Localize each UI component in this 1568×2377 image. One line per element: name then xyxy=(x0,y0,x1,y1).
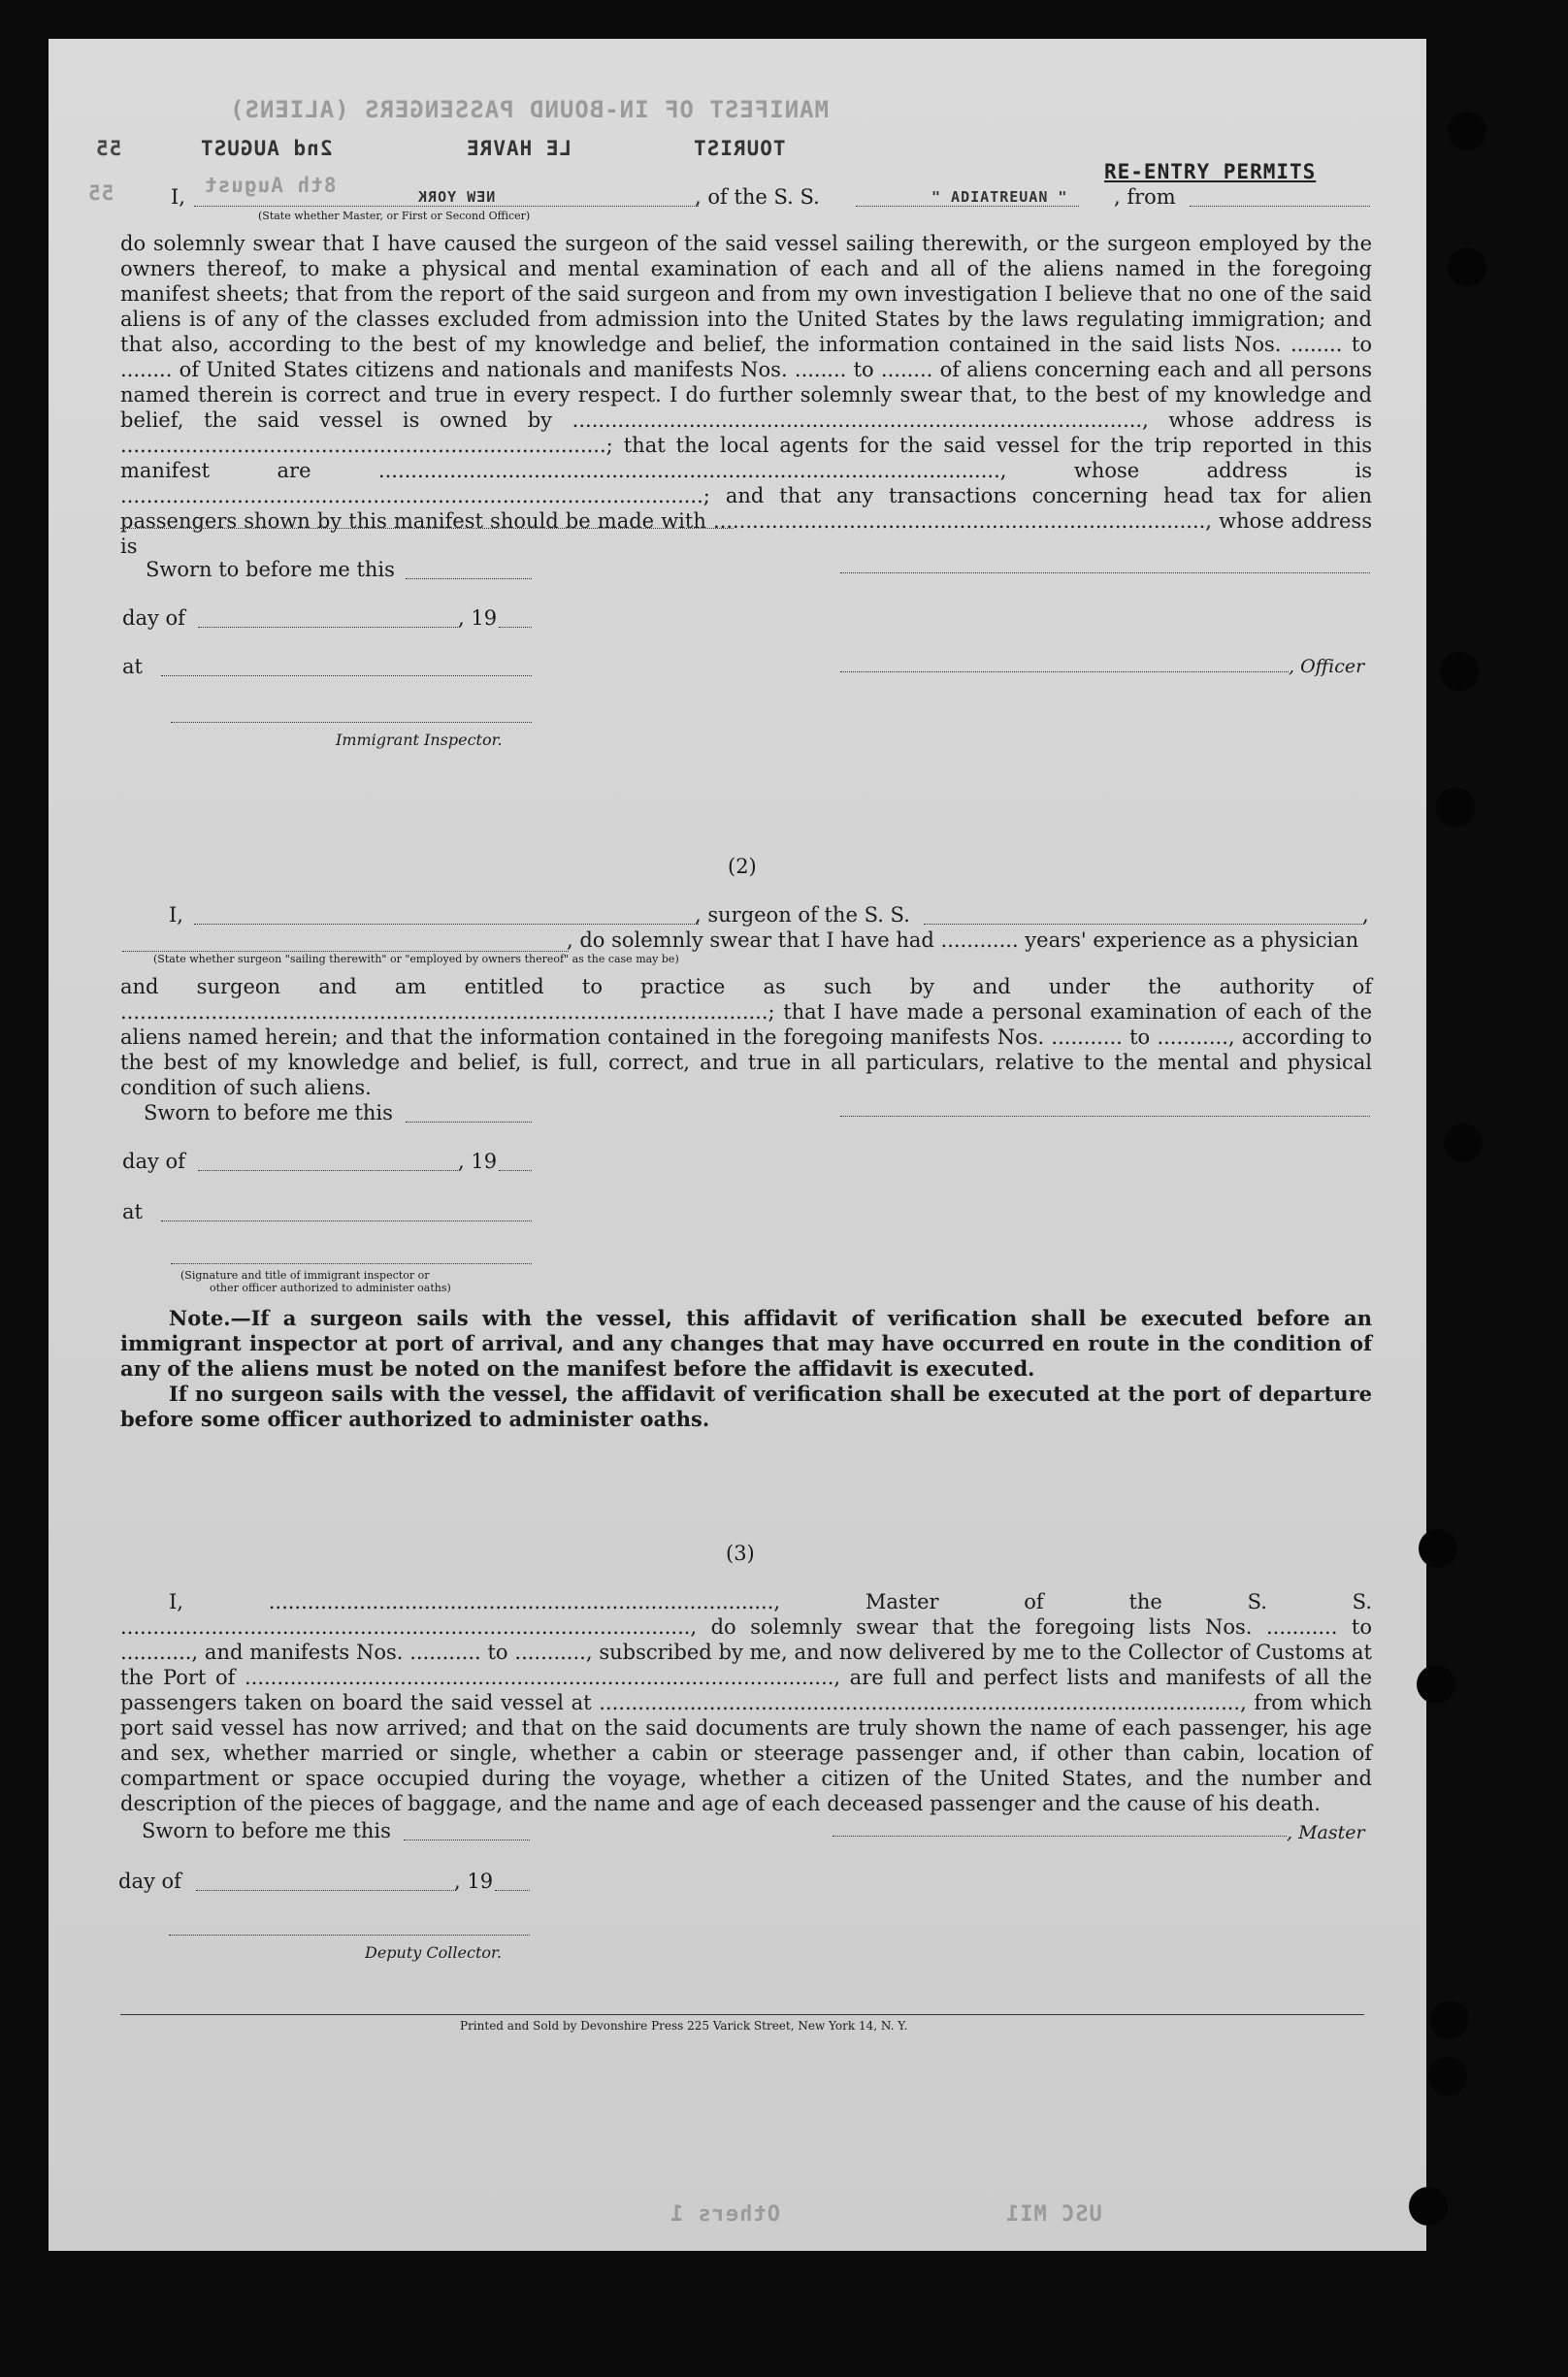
bleed-date-2: 8th August xyxy=(204,174,337,197)
s3-heading: (3) xyxy=(726,1542,755,1565)
s2-at: at xyxy=(122,1200,143,1223)
s2-capacity-line xyxy=(122,951,569,952)
binder-hole-6 xyxy=(1419,1529,1457,1568)
footer-printer: Printed and Sold by Devonshire Press 225 Varick Street, New York 14, N. Y. xyxy=(460,2019,908,2033)
s3-master: , Master xyxy=(1287,1822,1365,1843)
s1-caption: (State whether Master, or First or Second Officer) xyxy=(258,210,531,222)
bleed-year: 55 xyxy=(95,137,122,160)
s2-note-2: If no surgeon sails with the vessel, the affidavit of verification shall be executed at the port of departure before some officer authorized to administer oaths. xyxy=(120,1382,1372,1431)
s2-day-line xyxy=(198,1170,460,1171)
s2-nineteen: , 19 xyxy=(458,1150,498,1173)
footer-bleed-others: Others 1 xyxy=(670,2202,780,2227)
s1-at-line xyxy=(161,675,532,676)
s2-comma: , xyxy=(1362,903,1369,927)
s1-ship-value: " ADIATREUAN " xyxy=(931,188,1068,206)
s3-nineteen: , 19 xyxy=(454,1870,494,1893)
s2-sworn-line xyxy=(406,1122,532,1123)
s3-year-line xyxy=(495,1890,530,1891)
s2-name-line xyxy=(194,924,699,925)
bleed-year-2: 55 xyxy=(87,181,114,205)
s2-note-text: —If a surgeon sails with the vessel, this affidavit of verification shall be executed before an immigrant inspector at port of arrival, and any changes that may have occurred en route in the condition of any of the aliens must be noted on the manifest before the affidavit is executed. xyxy=(120,1306,1372,1381)
s2-i: I, xyxy=(169,903,183,927)
binder-hole-5 xyxy=(1444,1123,1483,1162)
s1-inspector: Immigrant Inspector. xyxy=(336,731,503,749)
s2-heading: (2) xyxy=(728,855,757,878)
s1-address-line xyxy=(120,528,734,529)
binder-hole-1 xyxy=(1448,112,1486,150)
s2-ship-line xyxy=(924,924,1364,925)
footer-bleed-code: USC MI1 xyxy=(1005,2202,1102,2227)
s2-signature-line xyxy=(840,1116,1370,1117)
s3-master-line xyxy=(833,1836,1287,1837)
s2-note-label: Note. xyxy=(169,1306,231,1330)
s2-year-line xyxy=(499,1170,532,1171)
s2-sworn: Sworn to before me this xyxy=(144,1101,393,1124)
s1-i: I, xyxy=(171,185,185,209)
s1-name-value: NEW YORK xyxy=(417,188,496,206)
bleed-title: MANIFEST OF IN-BOUND PASSENGERS (ALIENS) xyxy=(229,96,829,123)
s1-from: , from xyxy=(1114,185,1176,209)
bleed-list: TOURIST xyxy=(693,137,786,160)
s2-sig-line xyxy=(171,1263,532,1264)
s1-day-line xyxy=(198,627,460,628)
binder-hole-8 xyxy=(1430,2001,1469,2039)
s2-day-of: day of xyxy=(122,1150,185,1173)
binder-hole-7 xyxy=(1417,1665,1455,1704)
binder-hole-9 xyxy=(1428,2057,1467,2096)
s1-inspector-line xyxy=(171,722,532,723)
binder-hole-10 xyxy=(1409,2187,1448,2226)
s3-day-of: day of xyxy=(118,1870,181,1893)
s2-surgeon-of: , surgeon of the S. S. xyxy=(695,903,910,927)
s1-body: do solemnly swear that I have caused the surgeon of the said vessel sailing therewith, or the surgeon employed by the owners thereof, to make a physical and mental examination of each and all of the aliens named in the foregoing manifest sheets; that from the report of the said surgeon and from my own investigation I believe that no one of the said aliens is of any of the classes excluded from admission into the United States by the laws regulating immigration; and that also, according to the best of my knowledge and belief, the information contained in the said lists Nos. ........ to ........ of United States citizens and nationals and manifests Nos. ........ to ........ of aliens concerning each and all persons named therein is correct and true in every respect. I do further solemnly swear that, to the best of my knowledge and belief, the said vessel is owned by ........................................................................................, whose address is ...........................................................................; that the local agents for the said vessel for the trip reported in this manifest are ................................................................................................, whose address is ..........................................................................................; and that any transactions concerning head tax for alien passengers shown by this manifest should be made with ............................................................................, whose address is xyxy=(120,232,1372,558)
s1-officer-line xyxy=(840,671,1289,672)
s2-do-solemnly: , do solemnly swear that I have had ............ years' experience as a physician xyxy=(567,928,1359,952)
bleed-port: LE HAVRE xyxy=(466,137,572,160)
binder-hole-2 xyxy=(1448,247,1486,286)
s2-caption: (State whether surgeon "sailing therewith" or "employed by owners thereof" as the case may be) xyxy=(153,953,679,965)
s3-deputy: Deputy Collector. xyxy=(365,1943,502,1962)
s2-note xyxy=(120,1306,1372,1382)
s1-signature-line xyxy=(840,572,1370,573)
s1-year-line xyxy=(499,627,532,628)
reentry-stamp: RE-ENTRY PERMITS xyxy=(1104,160,1317,183)
s1-sworn-line xyxy=(406,578,532,579)
s1-from-line xyxy=(1190,206,1370,207)
binder-hole-4 xyxy=(1436,788,1475,827)
s3-day-line xyxy=(196,1890,456,1891)
s3-deputy-line xyxy=(169,1935,530,1936)
s1-nineteen: , 19 xyxy=(458,606,498,630)
s1-sworn: Sworn to before me this xyxy=(146,558,395,581)
s1-of-the-ss: , of the S. S. xyxy=(695,185,820,209)
footer-rule xyxy=(120,2014,1364,2015)
s1-day-of: day of xyxy=(122,606,185,630)
s1-at: at xyxy=(122,655,143,678)
s1-officer: , Officer xyxy=(1289,656,1365,677)
s2-body: and surgeon and am entitled to practice as such by and under the authority of ....................................................................................................; that I have made a personal examination of each of the aliens named herein; and that the information contained in the foregoing manifests Nos. ........... to ..........., according to the best of my knowledge and belief, is full, correct, and true in all particulars, relative to the mental and physical condition of such aliens. xyxy=(120,975,1372,1099)
s3-sworn: Sworn to before me this xyxy=(142,1819,391,1842)
s2-sig-caption-1: (Signature and title of immigrant inspector or xyxy=(180,1269,430,1282)
binder-hole-3 xyxy=(1440,652,1479,691)
s2-sig-caption-2: other officer authorized to administer oaths) xyxy=(210,1282,451,1294)
bleed-date: 2nd AUGUST xyxy=(200,137,333,160)
s3-body: I, .............................................................................., Master of the S. S. ........................................................................................, do solemnly swear that the foregoing lists Nos. ........... to ..........., and manifests Nos. ........... to ..........., subscribed by me, and now delivered by me to the Collector of Customs at the Port of ..........................................................................................., are full and perfect lists and manifests of all the passengers taken on board the said vessel at ..................................................................................................., from which port said vessel has now arrived; and that on the said documents are truly shown the name of each passenger, his age and sex, whether married or single, whether a cabin or steerage passenger and, if other than cabin, location of compartment or space occupied during the voyage, whether a citizen of the United States, and the number and description of the pieces of baggage, and the name and age of each deceased passenger and the cause of his death. xyxy=(120,1590,1372,1815)
